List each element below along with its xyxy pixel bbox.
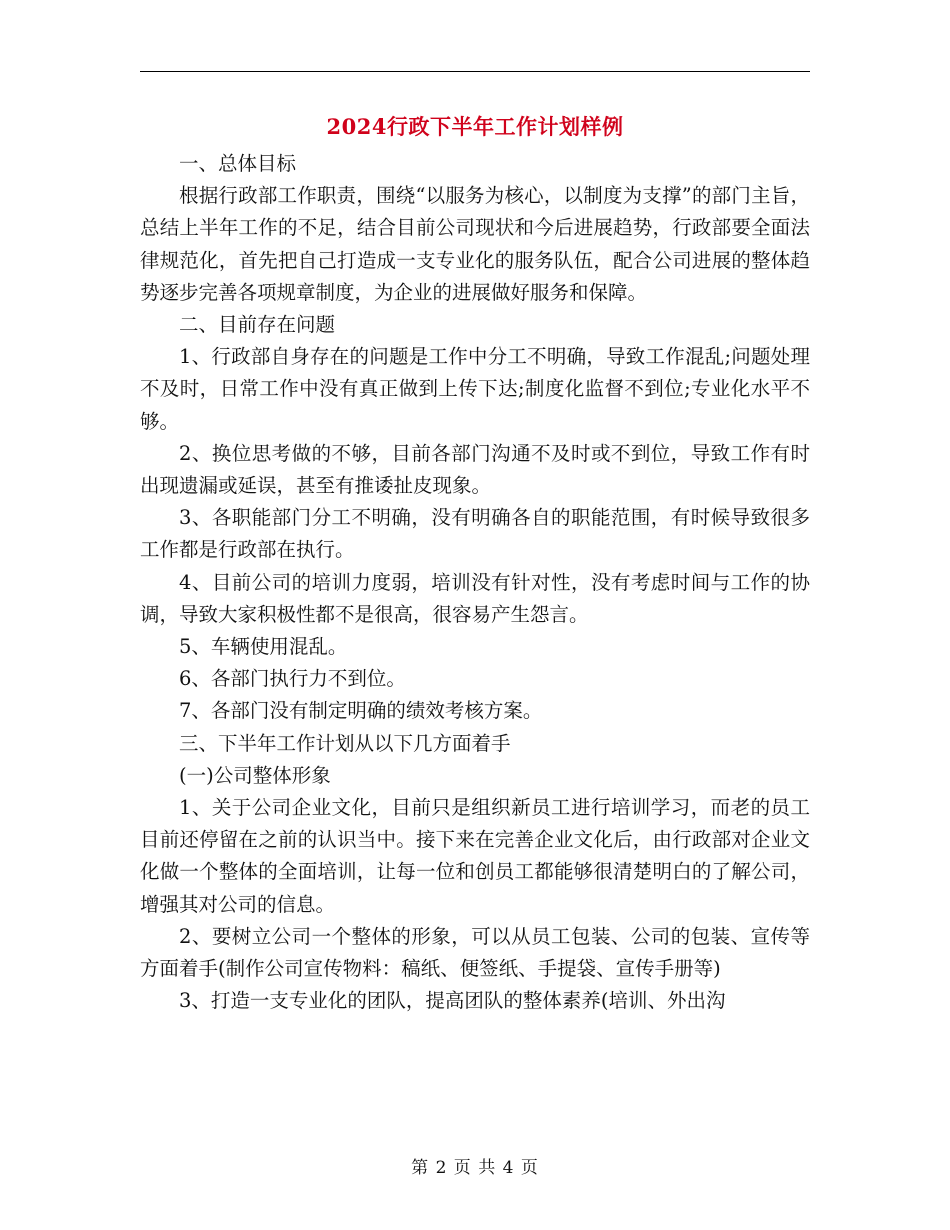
section-heading-overall-goal: 一、总体目标	[179, 152, 297, 175]
list-item: 3、各职能部门分工不明确，没有明确各自的职能范围，有时候导致很多工作都是行政部在执行。	[140, 506, 810, 562]
list-item: 6、各部门执行力不到位。	[179, 667, 406, 691]
document-body	[140, 148, 810, 1017]
page-number-footer: 第 2 页 共 4 页	[411, 1158, 539, 1178]
header-rule	[140, 71, 810, 72]
section-heading-current-problems: 二、目前存在问题	[179, 313, 336, 337]
list-item: 2、换位思考做的不够，目前各部门沟通不及时或不到位，导致工作有时出现遗漏或延误，甚至有推诿扯皮现象。	[140, 441, 810, 498]
list-item: 2、要树立公司一个整体的形象，可以从员工包装、公司的包装、宣传等方面着手(制作公司宣传物料：稿纸、便签纸、手提袋、宣传手册等)	[140, 924, 810, 981]
document-title: 2024行政下半年工作计划样例	[326, 114, 624, 139]
list-item: 4、目前公司的培训力度弱，培训没有针对性，没有考虑时间与工作的协调，导致大家积极性都不是很高，很容易产生怨言。	[140, 570, 810, 626]
list-item: 5、车辆使用混乱。	[179, 635, 348, 659]
section-heading-work-plan: 三、下半年工作计划从以下几方面着手	[179, 731, 511, 755]
subsection-heading-company-image: (一)公司整体形象	[179, 763, 331, 787]
list-item: 1、关于公司企业文化，目前只是组织新员工进行培训学习，而老的员工目前还停留在之前的认识当中。接下来在完善企业文化后，由行政部对企业文化做一个整体的全面培训，让每一位和创员工都能够很清楚明白的了解公司，增强其对公司的信息。	[140, 796, 810, 916]
paragraph: 根据行政部工作职责，围绕“以服务为核心，以制度为支撑”的部门主旨，总结上半年工作的不足，结合目前公司现状和今后进展趋势，行政部要全面法律规范化，首先把自己打造成一支专业化的服务队伍，配合公司进展的整体趋势逐步完善各项规章制度，为企业的进展做好服务和保障。	[140, 184, 810, 304]
list-item: 3、打造一支专业化的团队，提高团队的整体素养(培训、外出沟	[179, 989, 726, 1013]
list-item: 1、行政部自身存在的问题是工作中分工不明确，导致工作混乱;问题处理不及时，日常工作中没有真正做到上传下达;制度化监督不到位;专业化水平不够。	[140, 345, 810, 433]
list-item: 7、各部门没有制定明确的绩效考核方案。	[179, 699, 543, 723]
